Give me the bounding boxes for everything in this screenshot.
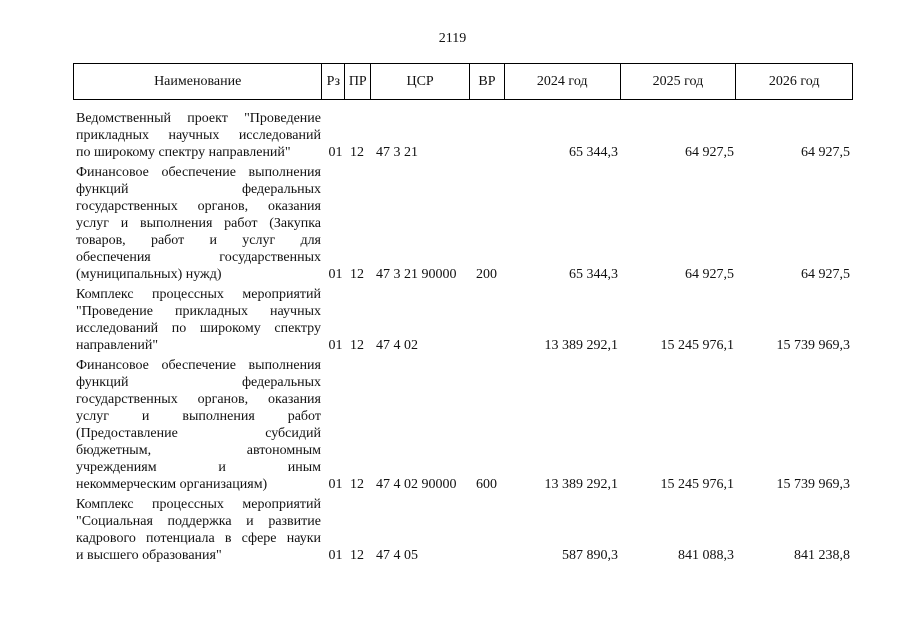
- row-csr: 47 4 02: [376, 338, 418, 353]
- row-name: [73, 496, 321, 564]
- row-name-line: Комплекс процессных мероприятий: [76, 287, 321, 302]
- row-csr: 47 3 21: [376, 145, 418, 160]
- row-name-line: кадрового потенциала в сфере науки: [76, 531, 321, 546]
- row-y2025: 15 245 976,1: [660, 338, 734, 353]
- table-row: [73, 286, 853, 354]
- row-y2024: 13 389 292,1: [544, 338, 618, 353]
- row-name: [73, 357, 321, 493]
- row-name: [73, 164, 321, 283]
- header-rz: Рз: [322, 64, 345, 99]
- row-name-line: учреждениям и иным: [76, 460, 321, 475]
- header-2026: 2026 год: [768, 73, 820, 89]
- header-2025: 2025 год: [621, 64, 737, 99]
- row-y2024: 65 344,3: [569, 145, 618, 160]
- row-y2025: 15 245 976,1: [660, 477, 734, 492]
- row-y2025: 841 088,3: [678, 548, 734, 563]
- row-name-line: товаров, работ и услуг для: [76, 233, 321, 248]
- row-rz: 01: [328, 145, 343, 160]
- row-y2026: 15 739 969,3: [776, 477, 850, 492]
- row-y2024: 65 344,3: [569, 267, 618, 282]
- row-y2026: 841 238,8: [794, 548, 850, 563]
- header-csr: ЦСР: [371, 64, 470, 99]
- row-y2024: 587 890,3: [562, 548, 618, 563]
- row-name-line: Финансовое обеспечение выполнения: [76, 165, 321, 180]
- row-name: [73, 110, 321, 161]
- row-name-line: Финансовое обеспечение выполнения: [76, 358, 321, 373]
- row-rz: 01: [328, 548, 343, 563]
- row-rz: 01: [328, 477, 343, 492]
- row-name-line: государственных органов, оказания: [76, 392, 321, 407]
- row-csr: 47 4 05: [376, 548, 418, 563]
- table-header: [73, 63, 853, 100]
- row-pr: 12: [350, 338, 364, 353]
- row-name-line: (муниципальных) нужд): [76, 267, 222, 282]
- row-name-line: некоммерческим организациям): [76, 477, 268, 492]
- row-pr: 12: [350, 267, 364, 282]
- row-name-line: функций федеральных: [76, 182, 321, 197]
- row-y2025: 64 927,5: [685, 145, 734, 160]
- row-name: [73, 286, 321, 354]
- header-2024: 2024 год: [505, 64, 621, 99]
- table-row: [73, 357, 853, 493]
- row-rz: 01: [328, 267, 343, 282]
- row-y2026: 64 927,5: [801, 145, 850, 160]
- row-name-line: функций федеральных: [76, 375, 321, 390]
- row-name-line: и высшего образования": [76, 548, 222, 563]
- table-row: [73, 110, 853, 161]
- row-pr: 12: [350, 145, 364, 160]
- row-y2026: 15 739 969,3: [776, 338, 850, 353]
- row-name-line: государственных органов, оказания: [76, 199, 321, 214]
- row-y2026: 64 927,5: [801, 267, 850, 282]
- page-number: 2119: [438, 31, 467, 46]
- row-name-line: "Проведение прикладных научных: [76, 304, 321, 319]
- row-pr: 12: [350, 477, 364, 492]
- row-pr: 12: [350, 548, 364, 563]
- row-name-line: услуг и выполнения работ: [76, 409, 321, 424]
- header-pr: ПР: [345, 64, 371, 99]
- table-body: [73, 110, 853, 567]
- row-csr: 47 4 02 90000: [376, 477, 457, 492]
- row-vr: 200: [476, 267, 497, 282]
- row-name-line: (Предоставление субсидий: [76, 426, 321, 441]
- row-name-line: бюджетным, автономным: [76, 443, 321, 458]
- table-row: [73, 164, 853, 283]
- row-y2025: 64 927,5: [685, 267, 734, 282]
- row-name-line: направлений": [76, 338, 159, 353]
- row-name-line: исследований по широкому спектру: [76, 321, 321, 336]
- header-name: Наименование: [74, 64, 322, 99]
- row-vr: 600: [476, 477, 497, 492]
- row-name-line: услуг и выполнения работ (Закупка: [76, 216, 321, 231]
- row-name-line: Ведомственный проект "Проведение: [76, 111, 321, 126]
- row-rz: 01: [328, 338, 343, 353]
- row-y2024: 13 389 292,1: [544, 477, 618, 492]
- row-name-line: по широкому спектру направлений": [76, 145, 291, 160]
- row-name-line: обеспечения государственных: [76, 250, 321, 265]
- row-csr: 47 3 21 90000: [376, 267, 457, 282]
- row-name-line: Комплекс процессных мероприятий: [76, 497, 321, 512]
- row-name-line: "Социальная поддержка и развитие: [76, 514, 321, 529]
- table-row: [73, 496, 853, 564]
- row-name-line: прикладных научных исследований: [76, 128, 321, 143]
- header-vr: ВР: [470, 64, 505, 99]
